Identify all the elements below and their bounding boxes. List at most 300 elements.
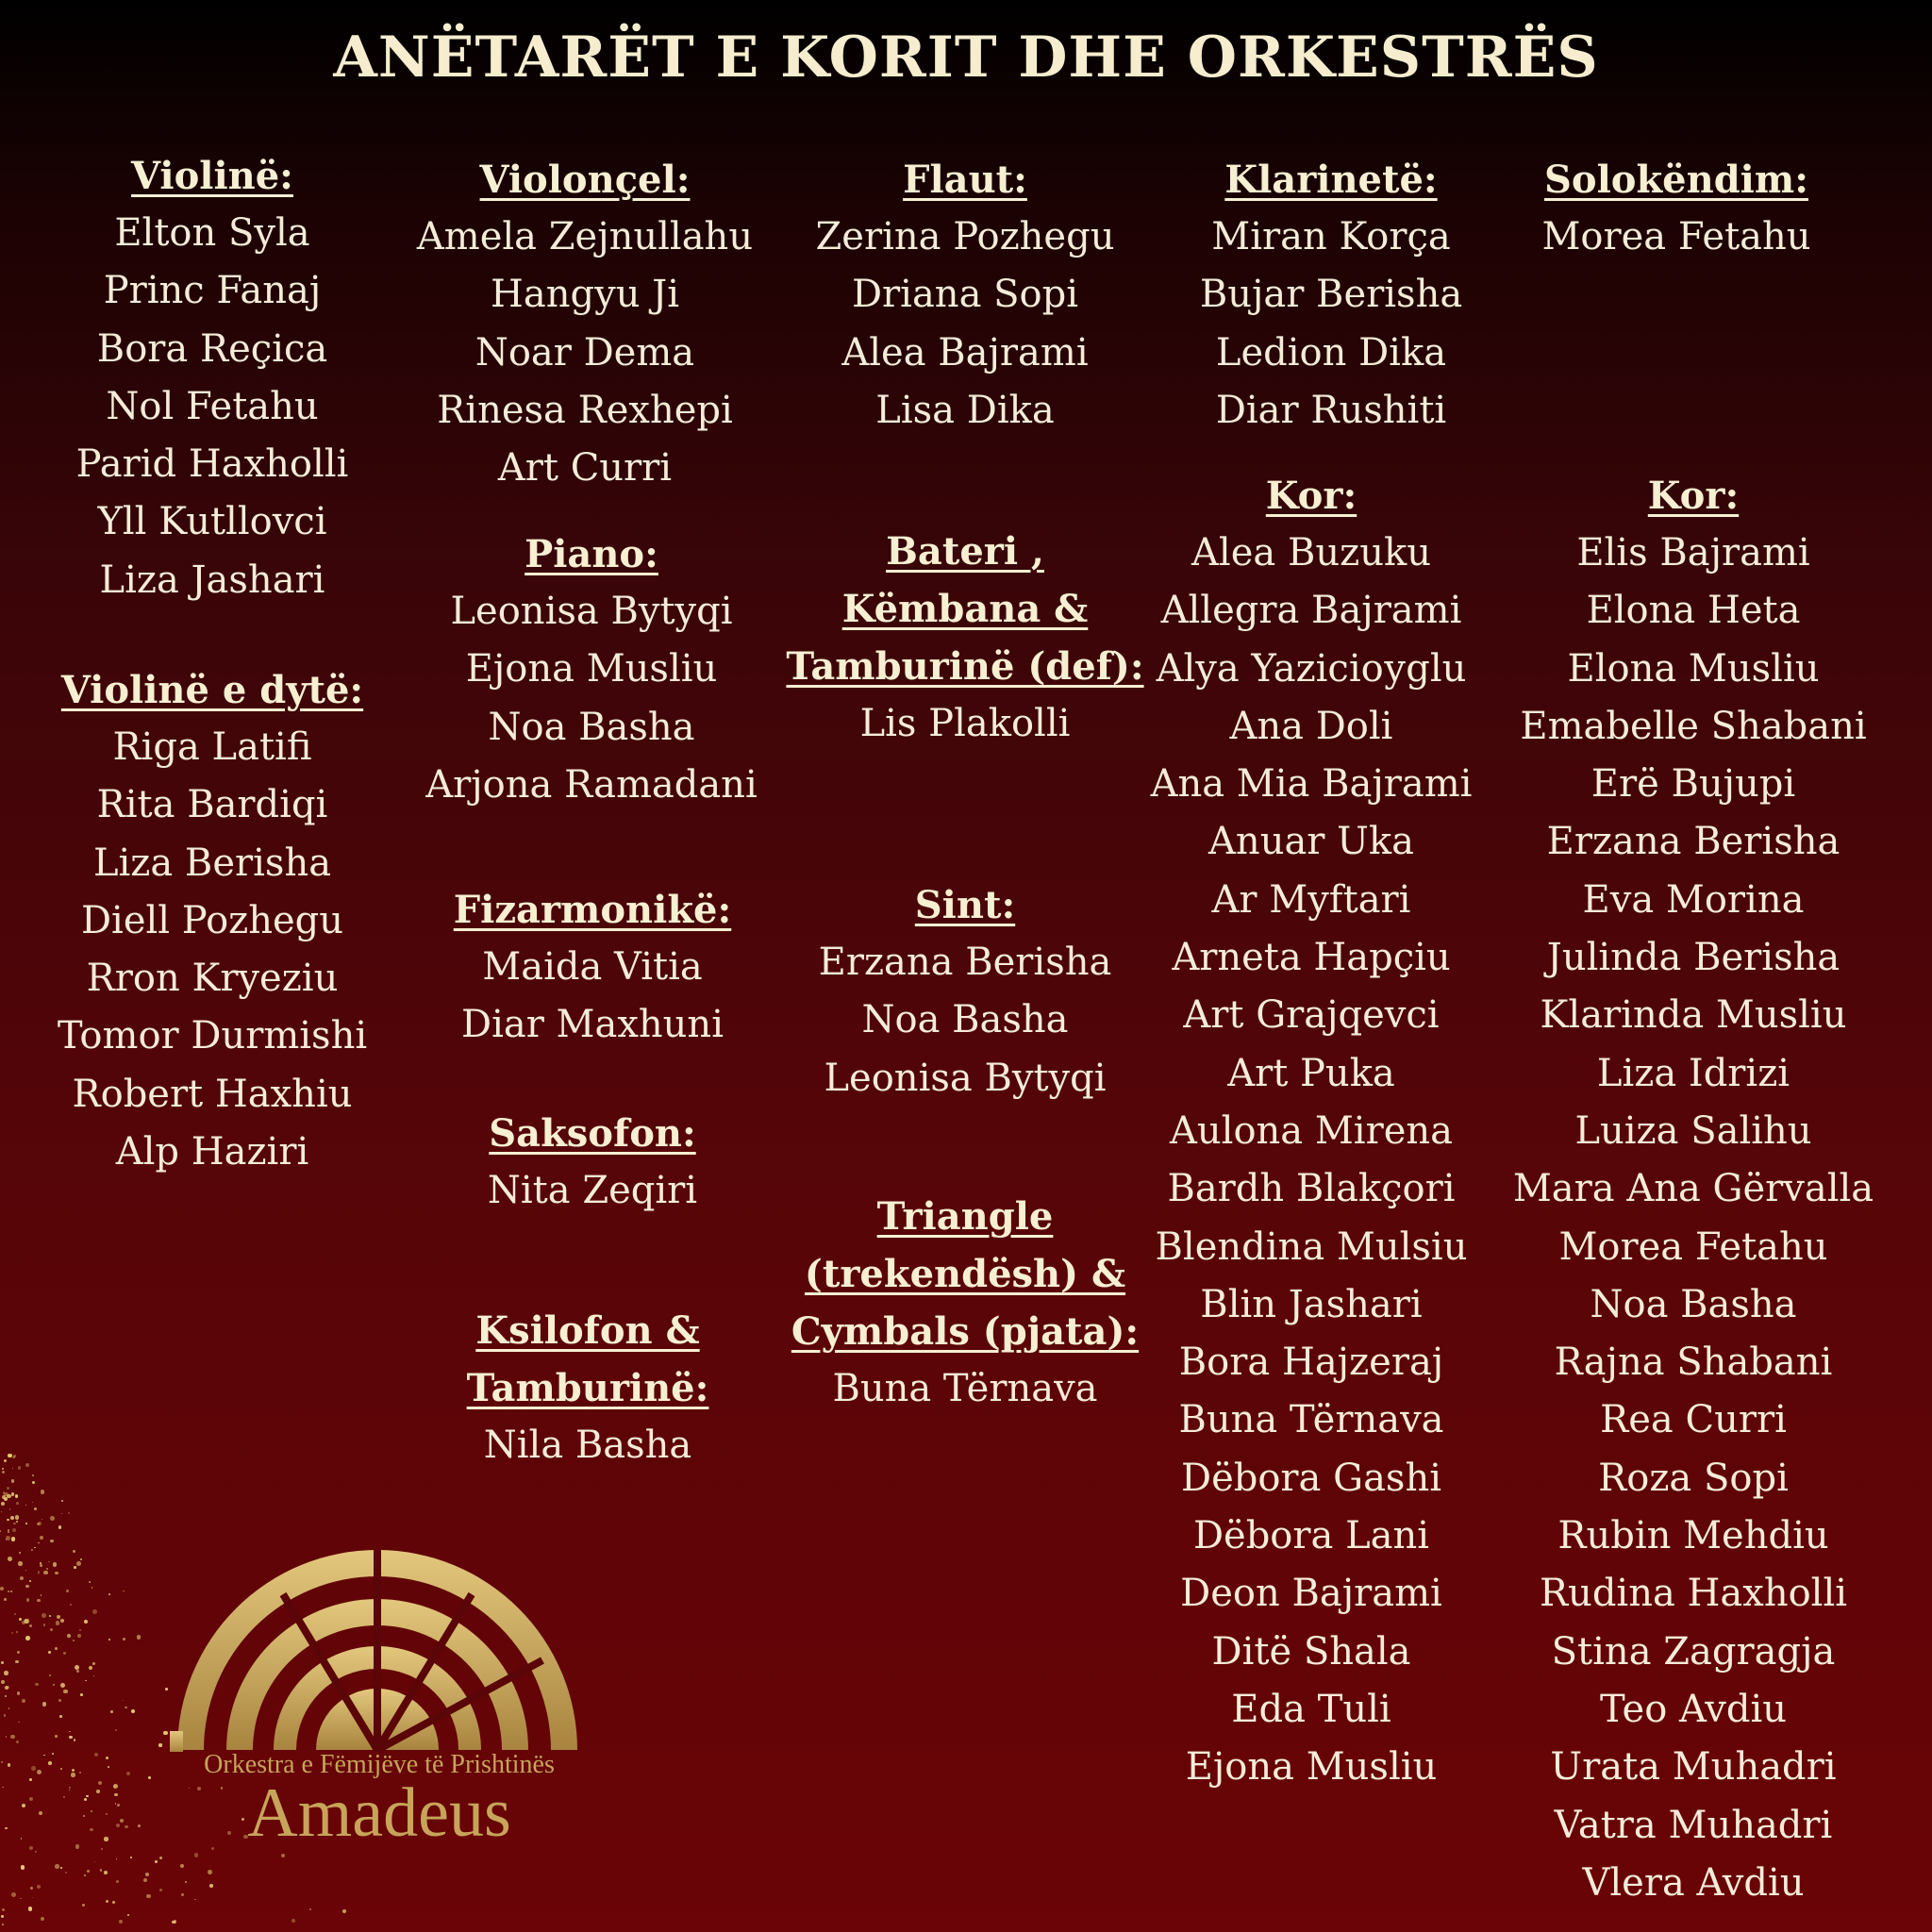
sparkle bbox=[43, 1755, 44, 1756]
sparkle bbox=[29, 1624, 32, 1627]
member-name: Teo Avdiu bbox=[1599, 1687, 1788, 1731]
sparkle bbox=[110, 1710, 113, 1713]
sparkle bbox=[60, 1683, 65, 1688]
sparkle bbox=[94, 1753, 98, 1757]
name-list bbox=[1483, 208, 1870, 266]
sparkle bbox=[65, 1872, 67, 1874]
sparkle bbox=[4, 1671, 8, 1675]
sparkle bbox=[48, 1561, 49, 1562]
member-name: Bardh Blakçori bbox=[1167, 1167, 1456, 1211]
sparkle bbox=[18, 1466, 21, 1469]
member-name: Maida Vitia bbox=[482, 945, 703, 989]
section-heading: Violinë e dytë: bbox=[60, 668, 364, 712]
member-name: Liza Idrizi bbox=[1596, 1051, 1790, 1095]
member-name: Eva Morina bbox=[1582, 877, 1805, 922]
section-violine bbox=[24, 147, 401, 609]
section-violine-dyte bbox=[24, 661, 401, 1181]
sparkle bbox=[82, 1904, 85, 1907]
sparkle bbox=[55, 1864, 58, 1868]
member-name: Arjona Ramadani bbox=[425, 762, 758, 807]
sparkle bbox=[104, 1837, 108, 1840]
sparkle bbox=[85, 1680, 86, 1681]
sparkle bbox=[7, 1519, 9, 1522]
member-name: Buna Tërnava bbox=[832, 1367, 1098, 1410]
member-name: Bora Hajzeraj bbox=[1178, 1341, 1444, 1385]
member-name: Alea Buzuku bbox=[1191, 531, 1431, 575]
sparkle bbox=[1, 1915, 5, 1919]
member-name: Miran Korça bbox=[1211, 215, 1451, 258]
sparkle bbox=[89, 1666, 93, 1671]
sparkle bbox=[163, 1731, 167, 1735]
section-solokendim bbox=[1483, 151, 1870, 266]
sparkle bbox=[68, 1512, 70, 1514]
sparkle bbox=[2, 1908, 5, 1911]
name-list bbox=[24, 719, 401, 1181]
member-name: Erë Bujupi bbox=[1591, 762, 1796, 807]
name-list bbox=[772, 934, 1158, 1108]
member-name: Princ Fanaj bbox=[103, 269, 322, 313]
sparkle bbox=[11, 1892, 16, 1897]
sparkle bbox=[19, 1552, 21, 1554]
sparkle bbox=[1, 1680, 5, 1684]
member-name: Elis Bajrami bbox=[1576, 531, 1810, 575]
sparkle bbox=[38, 1542, 39, 1543]
sparkle bbox=[181, 1893, 184, 1896]
sparkle bbox=[63, 1652, 66, 1655]
sparkle bbox=[1, 1502, 5, 1506]
sparkle bbox=[32, 1474, 34, 1476]
sparkle bbox=[185, 1881, 187, 1883]
sparkle bbox=[74, 1739, 75, 1740]
member-name: Erzana Berisha bbox=[1546, 820, 1840, 864]
sparkle bbox=[194, 1899, 195, 1900]
section-heading: Violinë: bbox=[131, 154, 293, 198]
sparkle bbox=[84, 1620, 88, 1624]
member-name: Leonisa Bytyqi bbox=[824, 1056, 1107, 1100]
member-name: Art Puka bbox=[1227, 1051, 1395, 1095]
section-triangle bbox=[772, 1188, 1158, 1418]
sparkle bbox=[80, 1558, 82, 1560]
sparkle bbox=[50, 1540, 54, 1543]
member-name: Rron Kryeziu bbox=[86, 957, 339, 1001]
sparkle bbox=[10, 1516, 14, 1520]
sparkle bbox=[5, 1686, 8, 1690]
sparkle bbox=[4, 1598, 6, 1600]
section-saksofon bbox=[399, 1105, 786, 1220]
section-heading: Tamburinë (def): bbox=[786, 644, 1144, 689]
sparkle bbox=[29, 1580, 31, 1582]
sparkle bbox=[123, 1700, 124, 1701]
member-name: Eda Tuli bbox=[1231, 1687, 1391, 1731]
sparkle bbox=[84, 1874, 86, 1876]
sparkle bbox=[6, 1736, 8, 1738]
member-name: Alea Bajrami bbox=[841, 330, 1089, 375]
section-heading: Kor: bbox=[1265, 474, 1357, 518]
sparkle bbox=[77, 1634, 82, 1639]
sparkle bbox=[2, 1924, 4, 1925]
member-name: Morea Fetahu bbox=[1541, 215, 1811, 258]
sparkle bbox=[55, 1735, 58, 1738]
sparkle bbox=[73, 1640, 75, 1641]
logo-subtitle: Orkestra e Fëmijëve të Prishtinës bbox=[204, 1750, 555, 1779]
sparkle bbox=[69, 1731, 70, 1732]
member-name: Leonisa Bytyqi bbox=[450, 590, 733, 633]
sparkle bbox=[8, 1707, 10, 1709]
sparkle bbox=[34, 1507, 37, 1510]
sparkle bbox=[39, 1811, 42, 1815]
sparkle bbox=[159, 1857, 162, 1859]
section-sint bbox=[772, 876, 1158, 1108]
member-name: Erzana Berisha bbox=[818, 941, 1112, 984]
sparkle bbox=[60, 1619, 64, 1623]
section-heading: Kor: bbox=[1647, 474, 1740, 518]
sparkle bbox=[2, 1787, 3, 1788]
sparkle bbox=[131, 1709, 135, 1713]
sparkle bbox=[165, 1688, 168, 1690]
sparkle bbox=[1, 1511, 2, 1512]
sparkle bbox=[58, 1525, 62, 1529]
sparkle bbox=[5, 1827, 8, 1830]
sparkle bbox=[106, 1757, 109, 1760]
member-name: Riga Latifi bbox=[112, 725, 312, 769]
sparkle bbox=[11, 1492, 14, 1495]
member-name: Dëbora Lani bbox=[1192, 1514, 1430, 1558]
member-name: Diell Pozhegu bbox=[80, 898, 344, 942]
sparkle bbox=[0, 1530, 1, 1531]
sparkle bbox=[10, 1591, 12, 1592]
sparkle bbox=[309, 1908, 311, 1910]
sparkle bbox=[75, 1844, 80, 1849]
sparkle bbox=[43, 1571, 48, 1575]
sparkle bbox=[180, 1864, 184, 1868]
section-heading: Saksofon: bbox=[489, 1111, 696, 1156]
member-name: Dëbora Gashi bbox=[1181, 1456, 1441, 1500]
member-name: Alya Yazicioуglu bbox=[1156, 646, 1467, 691]
member-name: Liza Jashari bbox=[99, 558, 325, 602]
sparkle bbox=[15, 1515, 20, 1520]
sparkle bbox=[55, 1572, 58, 1574]
sparkle bbox=[18, 1561, 23, 1566]
section-piano bbox=[398, 525, 785, 814]
sparkle bbox=[80, 1693, 83, 1696]
sparkle bbox=[12, 1528, 16, 1532]
member-name: Bora Reçica bbox=[96, 326, 328, 371]
sparkle bbox=[16, 1740, 19, 1743]
member-name: Nita Zeqiri bbox=[487, 1169, 698, 1212]
sparkle bbox=[40, 1562, 42, 1564]
section-heading: Flaut: bbox=[903, 158, 1027, 202]
sparkle bbox=[8, 1454, 11, 1457]
sparkle bbox=[2, 1468, 4, 1470]
member-name: Allegra Bajrami bbox=[1160, 589, 1462, 633]
sparkle bbox=[25, 1570, 26, 1571]
member-name: Elona Musliu bbox=[1567, 646, 1820, 691]
sparkle bbox=[34, 1547, 35, 1548]
sparkle bbox=[38, 1571, 40, 1573]
section-heading: Bateri , bbox=[886, 529, 1044, 574]
sparkle bbox=[84, 1798, 88, 1802]
sparkle bbox=[25, 1505, 26, 1506]
sparkle bbox=[145, 1873, 149, 1876]
sparkle bbox=[90, 1828, 93, 1832]
sparkle bbox=[138, 1824, 141, 1827]
member-name: Morea Fetahu bbox=[1558, 1224, 1828, 1269]
sparkle bbox=[126, 1772, 130, 1775]
sparkle bbox=[49, 1615, 51, 1617]
member-name: Robert Haxhiu bbox=[72, 1072, 353, 1116]
sparkle bbox=[125, 1825, 127, 1828]
sparkle bbox=[113, 1784, 118, 1789]
sparkle bbox=[14, 1613, 16, 1615]
member-name: Deon Bajrami bbox=[1180, 1572, 1442, 1616]
sparkle bbox=[16, 1502, 19, 1505]
member-name: Rajna Shabani bbox=[1554, 1341, 1833, 1385]
sparkle bbox=[83, 1815, 85, 1817]
sparkle bbox=[11, 1537, 16, 1541]
name-list bbox=[1138, 208, 1524, 440]
member-name: Rinesa Rexhepi bbox=[437, 388, 733, 432]
section-heading: Tamburinë: bbox=[466, 1366, 709, 1410]
sparkle bbox=[52, 1753, 54, 1755]
sparkle bbox=[8, 1529, 9, 1531]
sparkle bbox=[40, 1564, 42, 1567]
sparkle bbox=[11, 1632, 13, 1634]
sparkle bbox=[92, 1662, 95, 1665]
sparkle bbox=[127, 1914, 129, 1916]
sparkle bbox=[63, 1690, 68, 1694]
sparkle bbox=[1, 1761, 3, 1763]
sparkle bbox=[1, 1661, 4, 1664]
sparkle bbox=[4, 1497, 8, 1501]
sparkle bbox=[72, 1769, 75, 1772]
section-ksilofon bbox=[394, 1302, 781, 1474]
sparkle bbox=[48, 1761, 52, 1765]
member-name: Elona Heta bbox=[1586, 589, 1801, 633]
sparkle bbox=[4, 1714, 6, 1716]
sparkle bbox=[20, 1898, 21, 1899]
sparkle bbox=[10, 1735, 14, 1739]
sparkle bbox=[66, 1590, 69, 1592]
member-name: Luiza Salihu bbox=[1574, 1108, 1812, 1153]
sparkle bbox=[43, 1624, 45, 1625]
amadeus-logo-icon bbox=[170, 1547, 585, 1755]
sparkle bbox=[25, 1619, 29, 1624]
sparkle bbox=[79, 1772, 81, 1774]
sparkle bbox=[32, 1502, 33, 1503]
section-heading: Këmbana & bbox=[841, 587, 1089, 631]
sparkle bbox=[69, 1736, 72, 1739]
section-kor-1 bbox=[1118, 467, 1505, 1797]
sparkle bbox=[100, 1869, 102, 1871]
sparkle bbox=[37, 1770, 42, 1774]
sparkle bbox=[21, 1838, 22, 1839]
sparkle bbox=[94, 1861, 95, 1862]
sparkle bbox=[31, 1766, 35, 1770]
sparkle bbox=[7, 1487, 9, 1490]
name-list bbox=[398, 583, 785, 814]
sparkle bbox=[16, 1521, 18, 1523]
sparkle bbox=[104, 1871, 108, 1874]
member-name: Mara Ana Gërvalla bbox=[1512, 1167, 1874, 1211]
sparkle bbox=[143, 1878, 147, 1882]
sparkle bbox=[8, 1531, 9, 1533]
name-list bbox=[394, 1417, 781, 1474]
section-klarinete bbox=[1138, 151, 1524, 440]
sparkle bbox=[15, 1660, 18, 1663]
sparkle bbox=[87, 1870, 90, 1873]
member-name: Ana Doli bbox=[1229, 704, 1393, 748]
sparkle bbox=[48, 1651, 51, 1654]
member-name: Ledion Dika bbox=[1215, 330, 1447, 375]
sparkle bbox=[209, 1884, 213, 1888]
sparkle bbox=[4, 1459, 7, 1462]
sparkle bbox=[125, 1707, 127, 1709]
member-name: Rubin Mehdiu bbox=[1557, 1514, 1829, 1558]
sparkle bbox=[15, 1494, 19, 1498]
section-heading: Klarinetë: bbox=[1224, 158, 1438, 202]
sparkle bbox=[76, 1561, 81, 1566]
member-name: Urata Muhadri bbox=[1550, 1745, 1837, 1790]
name-list bbox=[399, 1162, 786, 1220]
sparkle bbox=[137, 1635, 141, 1639]
sparkle bbox=[119, 1920, 123, 1924]
member-name: Art Grajqevci bbox=[1183, 993, 1440, 1038]
sparkle bbox=[79, 1629, 81, 1631]
sparkle bbox=[69, 1787, 71, 1789]
sparkle bbox=[17, 1651, 21, 1655]
sparkle bbox=[8, 1557, 12, 1561]
sparkle bbox=[342, 1909, 346, 1913]
sparkle bbox=[106, 1900, 108, 1903]
section-heading: (trekendësh) & bbox=[804, 1252, 1126, 1296]
member-name: Arneta Hapçiu bbox=[1172, 936, 1451, 980]
sparkle bbox=[75, 1665, 79, 1670]
sparkle bbox=[70, 1604, 72, 1606]
sparkle bbox=[25, 1636, 30, 1641]
section-heading: Cymbals (pjata): bbox=[791, 1309, 1140, 1354]
sparkle bbox=[120, 1819, 124, 1823]
sparkle bbox=[42, 1613, 46, 1618]
sparkle bbox=[96, 1790, 100, 1793]
sparkle bbox=[58, 1699, 61, 1702]
section-kor-2 bbox=[1500, 467, 1887, 1912]
member-name: Noa Basha bbox=[1590, 1282, 1797, 1326]
sparkle bbox=[67, 1634, 71, 1638]
sparkle bbox=[41, 1917, 44, 1921]
sparkle bbox=[76, 1670, 79, 1673]
member-name: Stina Zagragja bbox=[1551, 1629, 1836, 1674]
member-name: Hangyu Ji bbox=[491, 273, 679, 317]
member-name: Ejona Musliu bbox=[1185, 1745, 1438, 1790]
member-name: Elton Syla bbox=[114, 211, 310, 255]
member-name: Bujar Berisha bbox=[1199, 273, 1463, 317]
page-title: ANËTARËT E KORIT DHE ORKESTRËS bbox=[333, 25, 1599, 91]
sparkle bbox=[41, 1594, 42, 1595]
sparkle bbox=[26, 1598, 29, 1601]
member-name: Klarinda Musliu bbox=[1540, 993, 1847, 1038]
sparkle bbox=[61, 1500, 64, 1503]
member-name: Yll Kutllovci bbox=[97, 500, 327, 544]
sparkle bbox=[29, 1797, 33, 1801]
sparkle bbox=[123, 1638, 125, 1641]
sparkle bbox=[35, 1683, 38, 1686]
sparkle bbox=[0, 1587, 4, 1591]
sparkle bbox=[11, 1479, 14, 1482]
sparkle bbox=[32, 1481, 35, 1484]
sparkle bbox=[130, 1857, 132, 1858]
sparkle bbox=[32, 1897, 34, 1899]
name-list bbox=[1118, 525, 1505, 1797]
sparkle bbox=[208, 1870, 212, 1874]
sparkle bbox=[71, 1773, 75, 1776]
sparkle bbox=[158, 1743, 161, 1746]
sparkle bbox=[25, 1463, 29, 1467]
member-name: Ejona Musliu bbox=[465, 647, 718, 691]
sparkle bbox=[86, 1795, 89, 1798]
sparkle bbox=[116, 1858, 117, 1859]
sparkle bbox=[74, 1566, 76, 1569]
sparkle bbox=[37, 1885, 41, 1889]
sparkle bbox=[49, 1674, 50, 1675]
section-heading: Fizarmonikë: bbox=[453, 888, 732, 932]
sparkle bbox=[25, 1523, 27, 1524]
sparkle bbox=[35, 1851, 37, 1853]
sparkle bbox=[53, 1684, 55, 1686]
sparkle bbox=[8, 1763, 10, 1766]
name-list bbox=[24, 205, 401, 609]
sparkle bbox=[30, 1887, 33, 1890]
sparkle bbox=[8, 1591, 9, 1592]
member-name: Vlera Avdiu bbox=[1582, 1860, 1805, 1905]
sparkle bbox=[89, 1581, 91, 1583]
member-name: Driana Sopi bbox=[851, 273, 1079, 317]
section-heading: Triangle bbox=[876, 1194, 1054, 1239]
sparkle bbox=[106, 1813, 107, 1814]
member-name: Rudina Haxholli bbox=[1539, 1572, 1848, 1616]
sparkle bbox=[29, 1846, 33, 1850]
sparkle bbox=[115, 1729, 116, 1730]
sparkle bbox=[31, 1549, 33, 1551]
sparkle bbox=[42, 1702, 47, 1707]
sparkle bbox=[59, 1715, 62, 1718]
sparkle bbox=[16, 1631, 18, 1633]
sparkle bbox=[101, 1848, 103, 1850]
section-heading: Solokëndim: bbox=[1544, 158, 1808, 202]
name-list bbox=[772, 695, 1158, 753]
member-name: Diar Maxhuni bbox=[461, 1003, 724, 1047]
member-name: Nol Fetahu bbox=[106, 384, 319, 428]
section-heading: Violonçel: bbox=[479, 158, 691, 202]
sparkle bbox=[172, 1921, 175, 1924]
member-name: Parid Haxholli bbox=[75, 442, 349, 487]
section-heading: Sint: bbox=[914, 883, 1016, 927]
sparkle bbox=[22, 1699, 25, 1703]
sparkle bbox=[22, 1804, 25, 1807]
sparkle bbox=[13, 1523, 15, 1524]
logo-name: Amadeus bbox=[247, 1774, 511, 1852]
sparkle bbox=[21, 1865, 25, 1869]
sparkle bbox=[60, 1768, 62, 1770]
sparkle bbox=[53, 1562, 58, 1567]
name-list bbox=[1500, 525, 1887, 1912]
sparkle bbox=[25, 1585, 29, 1589]
name-list bbox=[399, 939, 786, 1055]
member-name: Art Curri bbox=[497, 446, 673, 491]
sparkle bbox=[56, 1621, 59, 1624]
name-list bbox=[772, 1360, 1158, 1418]
sparkle bbox=[148, 1776, 150, 1778]
member-name: Noa Basha bbox=[488, 705, 695, 749]
